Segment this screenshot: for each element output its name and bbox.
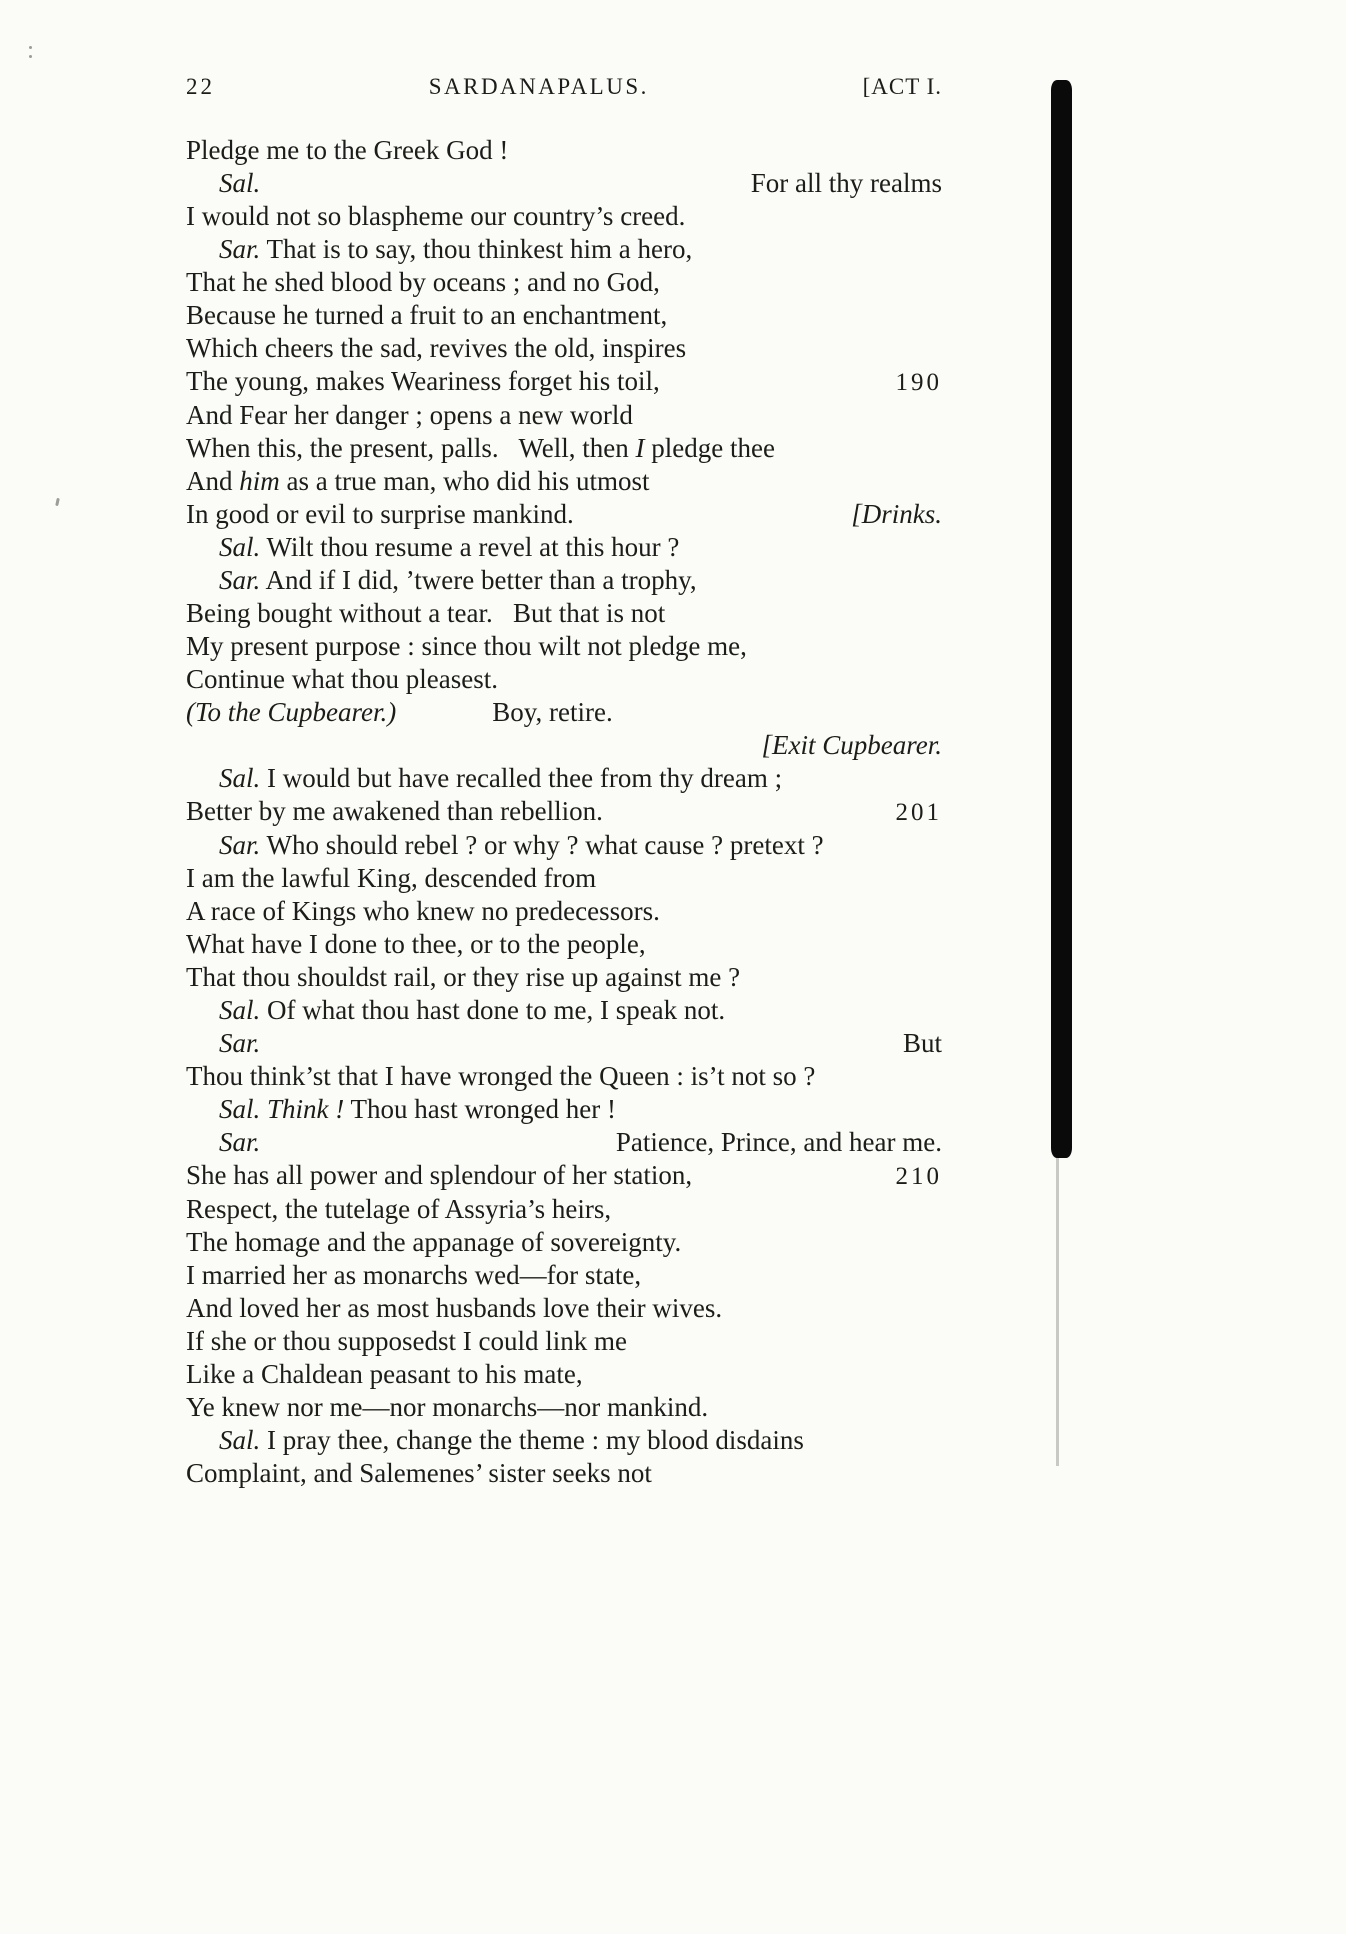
text: I married her as monarchs wed—for state, <box>186 1260 642 1290</box>
verse-line-text <box>219 830 824 860</box>
page-number: 22 <box>186 74 215 99</box>
text: What have I done to thee, or to the people, <box>186 929 646 959</box>
verse-line-text <box>186 365 660 398</box>
verse-line <box>186 663 942 696</box>
verse-line <box>186 233 942 266</box>
text: Which cheers the sad, revives the old, inspires <box>186 333 687 363</box>
text: Better by me awakened than rebellion. <box>186 796 603 826</box>
verse-line <box>186 862 942 895</box>
text: pledge thee <box>644 433 775 463</box>
verse-line <box>186 762 942 795</box>
verse-line-text <box>186 664 498 694</box>
verse-line <box>186 332 942 365</box>
text: That he shed blood by oceans ; and no God, <box>186 267 660 297</box>
verse-line <box>186 399 942 432</box>
text: Boy, retire. <box>492 697 613 727</box>
verse-line <box>186 729 942 762</box>
verse-line-text <box>219 1094 616 1124</box>
verse-line-text <box>186 201 685 231</box>
text: A race of Kings who knew no predecessors. <box>186 896 660 926</box>
text: Like a Chaldean peasant to his mate, <box>186 1359 583 1389</box>
verse-line-continuation: For all thy realms <box>750 168 942 198</box>
scan-speck <box>55 498 60 506</box>
line-number: 190 <box>895 369 942 396</box>
verse-line <box>186 1325 942 1358</box>
text: My present purpose : since thou wilt not pledge me, <box>186 631 747 661</box>
italic-text: Sal. <box>219 1094 261 1124</box>
verse-line <box>186 1457 942 1490</box>
italic-text: Sar. <box>219 1127 261 1157</box>
verse-line <box>186 1060 942 1093</box>
verse-line-text <box>219 234 692 264</box>
verse-line <box>186 1391 942 1424</box>
text: That thou shouldst rail, or they rise up against me ? <box>186 962 741 992</box>
verse-line <box>186 200 942 233</box>
text: Wilt thou resume a revel at this hour ? <box>260 532 680 562</box>
text: Respect, the tutelage of Assyria’s heirs, <box>186 1194 612 1224</box>
verse-line <box>186 829 942 862</box>
verse-line-text <box>186 1293 722 1323</box>
verse-line <box>186 266 942 299</box>
text: as a true man, who did his utmost <box>279 466 650 496</box>
italic-text: Sal. <box>219 168 261 198</box>
verse-line-text <box>219 167 260 200</box>
text <box>260 1094 267 1124</box>
text: She has all power and splendour of her station, <box>186 1160 693 1190</box>
text: And Fear her danger ; opens a new world <box>186 400 633 430</box>
text: I am the lawful King, descended from <box>186 863 597 893</box>
verse-line-text <box>186 1061 815 1091</box>
verse-line-text <box>219 1027 260 1060</box>
verse-line-text <box>219 532 679 562</box>
verse-line <box>186 696 942 729</box>
verse-line <box>186 928 942 961</box>
verse-line-continuation: But <box>902 1028 942 1058</box>
verse-line-text <box>186 962 740 992</box>
verse-line-text <box>186 135 508 165</box>
verse-line <box>186 134 942 167</box>
verse-line-text <box>186 267 660 297</box>
verse-line-text <box>219 995 725 1025</box>
italic-text: Sal. <box>219 1425 261 1455</box>
verse-line <box>186 299 942 332</box>
verse-line-text <box>219 1126 260 1159</box>
italic-text: Sal. <box>219 763 261 793</box>
italic-text: (To the Cupbearer.) <box>186 697 397 727</box>
verse-line-text <box>219 1425 804 1455</box>
verse-line-continuation: Patience, Prince, and hear me. <box>615 1127 942 1157</box>
text: In good or evil to surprise mankind. <box>186 499 574 529</box>
verse-line <box>186 597 942 630</box>
italic-text: Sal. <box>219 532 261 562</box>
stage-direction: [Exit Cupbearer. <box>761 730 942 760</box>
verse-text-block <box>186 134 942 1490</box>
verse-line-text <box>186 1458 652 1488</box>
italic-text: Sar. <box>219 1028 261 1058</box>
verse-line <box>186 1358 942 1391</box>
text: And if I did, ’twere better than a trophy, <box>260 565 697 595</box>
verse-line-text <box>186 697 613 727</box>
text: I would not so blaspheme our country’s creed. <box>186 201 686 231</box>
verse-line-text <box>186 863 596 893</box>
running-title: SARDANAPALUS. <box>428 74 649 99</box>
text: Complaint, and Salemenes’ sister seeks not <box>186 1458 652 1488</box>
scan-artifact-bar <box>1051 80 1072 1158</box>
italic-text: Sar. <box>219 234 261 264</box>
verse-line-text <box>186 466 649 496</box>
text: The young, makes Weariness forget his toil, <box>186 366 660 396</box>
verse-line-text <box>186 400 633 430</box>
italic-text: Sar. <box>219 565 261 595</box>
text: I would but have recalled thee from thy dream ; <box>260 763 783 793</box>
verse-line <box>186 1093 942 1126</box>
italic-text: Sal. <box>219 995 261 1025</box>
verse-line <box>186 1027 942 1060</box>
verse-line-text <box>186 1227 681 1257</box>
italic-text: Sar. <box>219 830 261 860</box>
verse-line <box>186 895 942 928</box>
verse-line-text <box>186 300 667 330</box>
verse-line <box>186 1159 942 1193</box>
page-header <box>186 74 942 100</box>
text: Pledge me to the Greek God ! <box>186 135 509 165</box>
text: Because he turned a fruit to an enchantment, <box>186 300 668 330</box>
verse-line <box>186 1226 942 1259</box>
verse-line <box>186 531 942 564</box>
verse-line <box>186 961 942 994</box>
verse-line-text <box>186 631 747 661</box>
verse-line-text <box>186 896 660 926</box>
verse-line-text <box>186 1359 583 1389</box>
verse-line-text <box>186 929 646 959</box>
verse-line-text <box>186 333 686 363</box>
verse-line <box>186 1193 942 1226</box>
verse-line <box>186 465 942 498</box>
verse-line <box>186 564 942 597</box>
italic-text: I <box>635 433 645 463</box>
verse-line-text <box>186 1392 708 1422</box>
verse-line <box>186 795 942 829</box>
text: And loved her as most husbands love their wives. <box>186 1293 723 1323</box>
verse-line-text <box>186 1326 627 1356</box>
verse-line-text <box>219 565 697 595</box>
stage-direction: [Drinks. <box>851 499 942 529</box>
verse-line <box>186 498 942 531</box>
act-label: [ACT I. <box>862 74 942 99</box>
text: Ye knew nor me—nor monarchs—nor mankind. <box>186 1392 709 1422</box>
scan-speck <box>29 46 32 49</box>
verse-line-text <box>219 763 782 793</box>
text: Thou think’st that I have wronged the Queen : is’t not so ? <box>186 1061 816 1091</box>
text: Being bought without a tear. But that is not <box>186 598 666 628</box>
verse-line <box>186 994 942 1027</box>
text: And <box>186 466 240 496</box>
text: When this, the present, palls. Well, then <box>186 433 636 463</box>
verse-line <box>186 1126 942 1159</box>
verse-line-text <box>186 598 665 628</box>
text: The homage and the appanage of sovereignty. <box>186 1227 682 1257</box>
text: Thou hast wronged her ! <box>344 1094 616 1124</box>
italic-text: Think ! <box>267 1094 345 1124</box>
verse-line-text <box>186 1194 611 1224</box>
verse-line-text <box>186 1260 641 1290</box>
text: If she or thou supposedst I could link me <box>186 1326 627 1356</box>
italic-text: him <box>239 466 280 496</box>
verse-line <box>186 1424 942 1457</box>
text: I pray thee, change the theme : my blood disdains <box>260 1425 804 1455</box>
text: Who should rebel ? or why ? what cause ? pretext ? <box>260 830 824 860</box>
verse-line <box>186 365 942 399</box>
verse-line <box>186 1292 942 1325</box>
verse-line <box>186 167 942 200</box>
verse-line-text <box>186 433 775 463</box>
verse-line <box>186 432 942 465</box>
verse-line <box>186 1259 942 1292</box>
scan-artifact-line <box>1056 1158 1059 1466</box>
verse-line <box>186 630 942 663</box>
line-number: 210 <box>895 1163 942 1190</box>
text: Of what thou hast done to me, I speak not. <box>260 995 726 1025</box>
text: Continue what thou pleasest. <box>186 664 498 694</box>
verse-line-text <box>186 795 603 828</box>
line-number: 201 <box>895 799 942 826</box>
verse-line-text <box>186 1159 692 1192</box>
verse-line-text <box>186 498 574 531</box>
text: That is to say, thou thinkest him a hero, <box>260 234 693 264</box>
